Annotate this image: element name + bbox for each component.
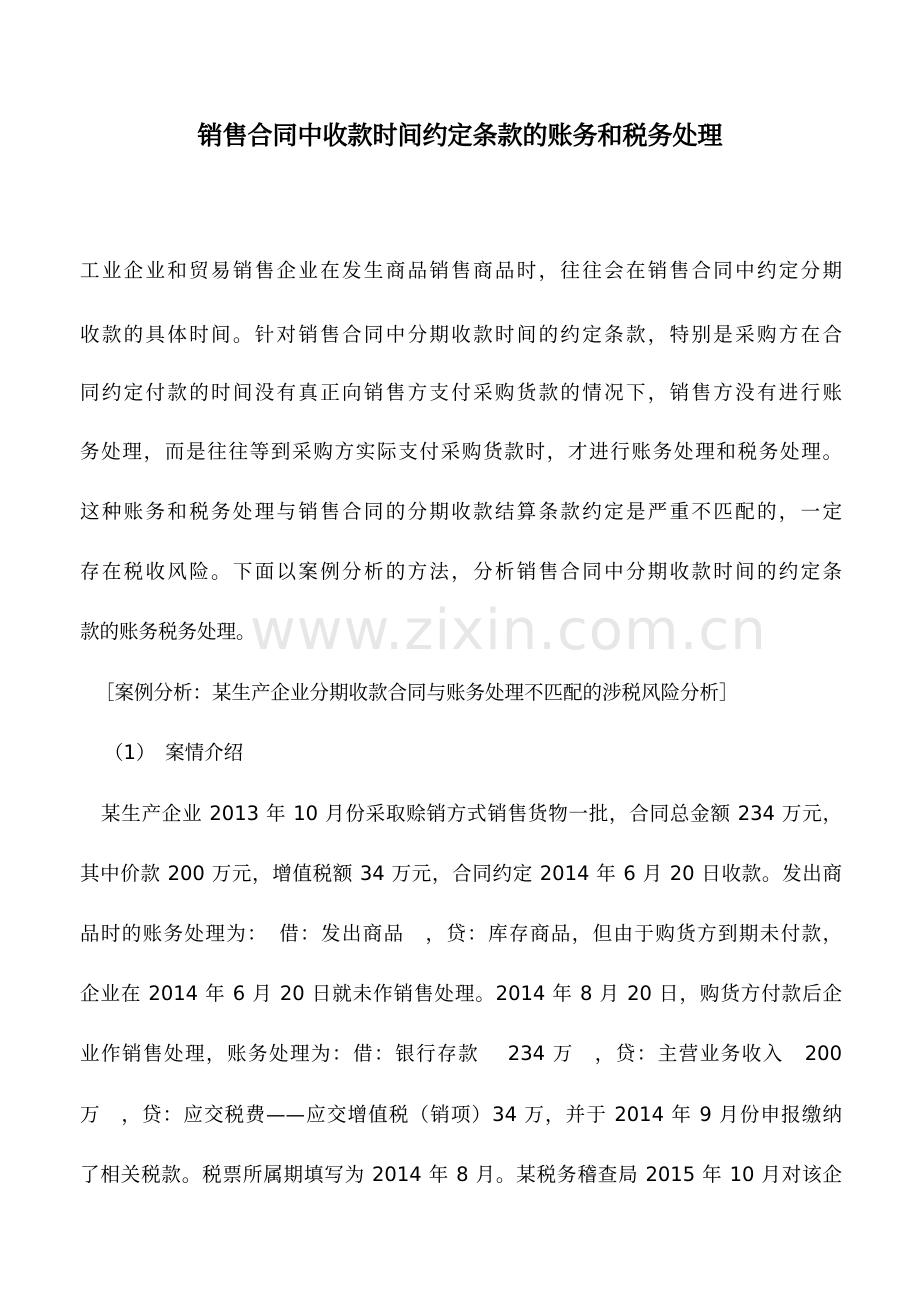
paragraph-line: 业作销售处理，账务处理为：借：银行存款 234 万 ，贷：主营业务收入 200	[80, 1042, 842, 1065]
paragraph-line: 务处理，而是往往等到采购方实际支付采购货款时，才进行账务处理和税务处理。	[80, 440, 842, 463]
paragraph-line: 存在税收风险。下面以案例分析的方法，分析销售合同中分期收款时间的约定条	[80, 560, 842, 583]
paragraph-line: 了相关税款。税票所属期填写为 2014 年 8 月。某税务稽查局 2015 年 10 月对该企	[80, 1163, 842, 1186]
paragraph-line: 品时的账务处理为： 借：发出商品 ，贷：库存商品，但由于购货方到期未付款，	[80, 922, 842, 945]
watermark: www.zixin.com.cn	[250, 598, 767, 663]
document-title: 销售合同中收款时间约定条款的账务和税务处理	[197, 121, 723, 150]
paragraph-line: 其中价款 200 万元，增值税额 34 万元，合同约定 2014 年 6 月 20 日收款。发出商	[80, 862, 842, 885]
section-heading: （1） 案情介绍	[104, 741, 244, 764]
paragraph-line: 款的账务税务处理。	[80, 620, 256, 643]
paragraph-line: 同约定付款的时间没有真正向销售方支付采购货款的情况下，销售方没有进行账	[80, 381, 842, 404]
paragraph-line: 工业企业和贸易销售企业在发生商品销售商品时，往往会在销售合同中约定分期	[80, 259, 842, 282]
paragraph-line: 这种账务和税务处理与销售合同的分期收款结算条款约定是严重不匹配的，一定	[80, 500, 842, 523]
paragraph-line: 某生产企业 2013 年 10 月份采取赊销方式销售货物一批，合同总金额 234 万元，	[101, 802, 842, 825]
paragraph-line: 万 ，贷：应交税费——应交增值税（销项）34 万，并于 2014 年 9 月份申报缴纳	[80, 1103, 842, 1126]
paragraph-line: 企业在 2014 年 6 月 20 日就未作销售处理。2014 年 8 月 20 日，购货方付款后企	[80, 982, 842, 1005]
case-heading: ［案例分析：某生产企业分期收款合同与账务处理不匹配的涉税风险分析］	[95, 681, 739, 704]
paragraph-line: 收款的具体时间。针对销售合同中分期收款时间的约定条款，特别是采购方在合	[80, 323, 842, 346]
